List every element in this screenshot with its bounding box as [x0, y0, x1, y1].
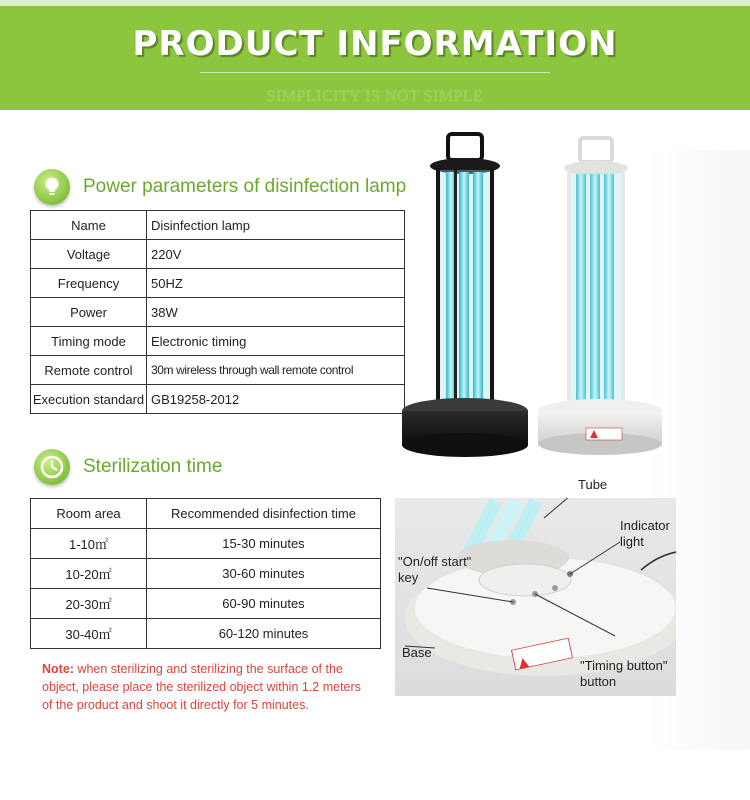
- table-row: [31, 529, 381, 559]
- room-area: 20-30㎡: [31, 589, 147, 619]
- timing-button-line1: "Timing button": [580, 658, 668, 673]
- table-row: [31, 327, 405, 356]
- note-text: when sterilizing and sterilizing the surface of the object, please place the sterilized object within 1.2 meters of the product and shoot it directly for 5 minutes.: [42, 662, 361, 712]
- sterilization-note: [42, 660, 362, 714]
- room-area: 10-20㎡: [31, 559, 147, 589]
- time-section-title: Sterilization time: [83, 456, 223, 477]
- time-section-header: [34, 449, 222, 485]
- lightbulb-icon: [34, 169, 70, 205]
- base-label: Base: [402, 645, 432, 660]
- indicator-label: [620, 518, 670, 550]
- banner-divider: [200, 72, 550, 73]
- spec-key: Remote control: [31, 356, 147, 385]
- spec-key: Voltage: [31, 240, 147, 269]
- spec-value: 50HZ: [147, 269, 405, 298]
- spec-key: Frequency: [31, 269, 147, 298]
- white-lamp: [538, 138, 662, 455]
- spec-key: Execution standard: [31, 385, 147, 414]
- spec-key: Power: [31, 298, 147, 327]
- table-row: [31, 589, 381, 619]
- banner-top-strip: [0, 0, 750, 6]
- column-header-area: Room area: [31, 499, 147, 529]
- lamp-product-photo: [396, 128, 686, 468]
- table-row: [31, 240, 405, 269]
- disinfection-time: 60-120 minutes: [147, 619, 381, 649]
- onoff-key-label: [398, 554, 471, 586]
- tube-label: Tube: [578, 477, 608, 492]
- column-header-time: Recommended disinfection time: [147, 499, 381, 529]
- banner-subtitle: SIMPLICITY IS NOT SIMPLE: [266, 88, 484, 105]
- table-row: [31, 356, 405, 385]
- power-spec-table: [30, 210, 405, 414]
- table-row: [31, 211, 405, 240]
- timing-button-label: [580, 658, 668, 690]
- spec-value: 30m wireless through wall remote control: [147, 356, 405, 385]
- onoff-key-line1: "On/off start": [398, 554, 472, 569]
- room-area: 30-40㎡: [31, 619, 147, 649]
- sterilization-table: [30, 498, 381, 649]
- table-header-row: [31, 499, 381, 529]
- spec-value: 38W: [147, 298, 405, 327]
- indicator-label-line2: light: [620, 534, 644, 549]
- table-row: [31, 619, 381, 649]
- indicator-label-line1: Indicator: [620, 518, 670, 533]
- page-title: PRODUCT INFORMATION: [132, 24, 618, 64]
- spec-key: Name: [31, 211, 147, 240]
- spec-value: 220V: [147, 240, 405, 269]
- spec-value: Disinfection lamp: [147, 211, 405, 240]
- disinfection-time: 30-60 minutes: [147, 559, 381, 589]
- table-row: [31, 298, 405, 327]
- black-lamp: [402, 134, 528, 457]
- disinfection-time: 60-90 minutes: [147, 589, 381, 619]
- power-section-header: [34, 169, 406, 205]
- clock-icon: [34, 449, 70, 485]
- room-area: 1-10㎡: [31, 529, 147, 559]
- power-section-title: Power parameters of disinfection lamp: [83, 176, 407, 197]
- disinfection-time: 15-30 minutes: [147, 529, 381, 559]
- table-row: [31, 559, 381, 589]
- note-label: Note:: [42, 662, 74, 676]
- spec-value: Electronic timing: [147, 327, 405, 356]
- spec-key: Timing mode: [31, 327, 147, 356]
- timing-button-line2: button: [580, 674, 617, 689]
- table-row: [31, 269, 405, 298]
- table-row: [31, 385, 405, 414]
- onoff-key-line2: key: [398, 570, 419, 585]
- spec-value: GB19258-2012: [147, 385, 405, 414]
